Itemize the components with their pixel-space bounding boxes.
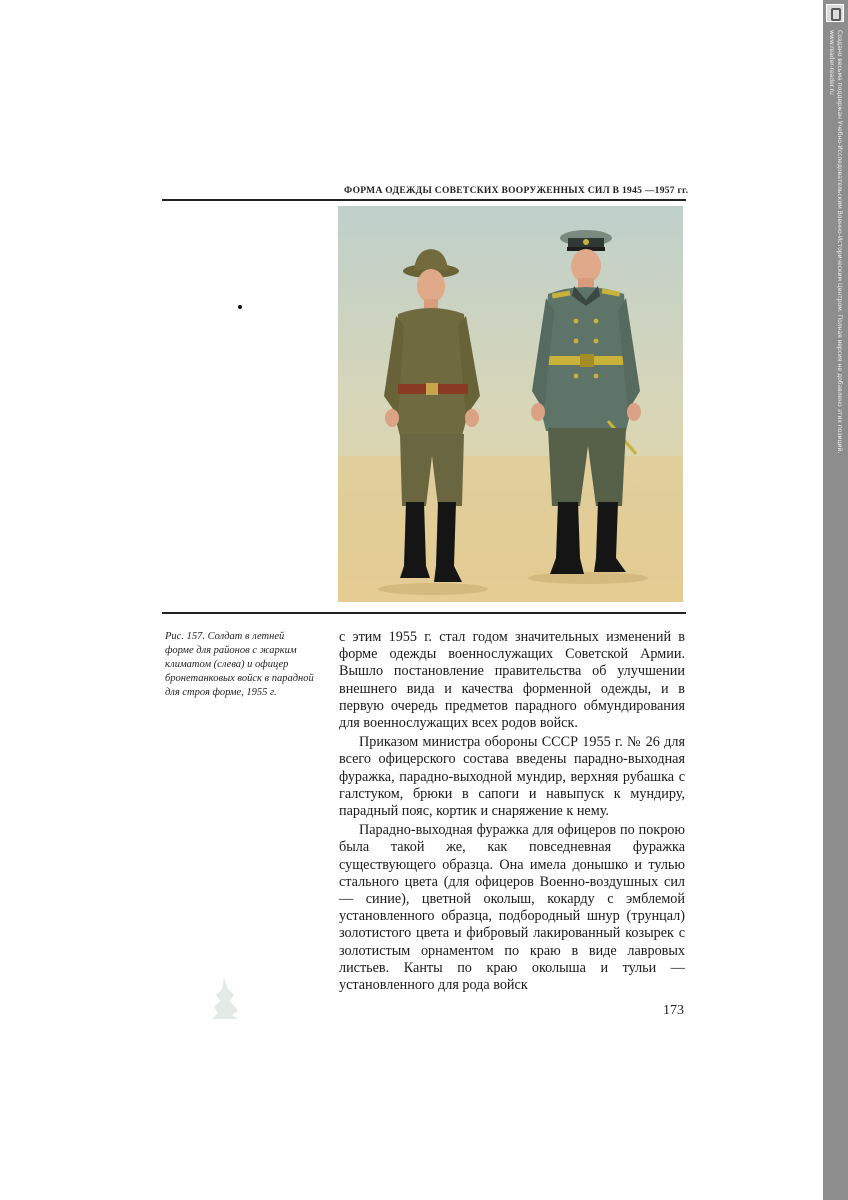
watermark-text: Создано весьма поддержан Учебно-Исследовательским Военно-Историческим Центром. Полная версия не добавлено этих позиций. www.reader-reader.ru — [828, 30, 843, 454]
uniform-illustration — [338, 206, 683, 602]
body-text — [339, 629, 685, 994]
paragraph: Приказом министра обороны СССР 1955 г. № 26 для всего офицерского состава введены парадно-выходная фуражка, парадно-выходной мундир, верхняя рубашка с галстуком, брюки в сапоги и навыпуск к мундиру, парадный пояс, кортик и снаряжение к нему. — [339, 734, 685, 820]
header-rule — [162, 199, 686, 201]
paragraph: с этим 1955 г. стал годом значительных изменений в форме одежды военнослужащих Советской Армии. Вышло постановление правительства об улучшении внешнего вида и качества форменной одежды, и в первую очередь предметов парадного обмундирования для военнослужащих всех родов войск. — [339, 629, 685, 732]
scan-speck — [238, 305, 242, 309]
figure-caption: Рис. 157. Солдат в летней форме для районов с жарким климатом (слева) и офицер бронетанковых войск в парадной для строя форме, 1955 г. — [165, 631, 314, 698]
page-number: 173 — [663, 1003, 684, 1018]
scan-smudge — [208, 975, 242, 1019]
paragraph: Парадно-выходная фуражка для офицеров по покрою была такой же, как повседневная фуражка существующего образца. Она имела донышко и тулью стального цвета (для офицеров Военно-воздушных сил — синие), цветной околыш, кокарду с эмблемой установленного образца, подбородный шнур (трунцал) золотистого цвета и фибровый лакированный козырек с золотистым орнаментом по краю в виде лавровых листьев. Канты по краю околыша и тульи — установленного для рода войск — [339, 822, 685, 994]
scan-margin-strip — [823, 0, 848, 1200]
library-logo-icon — [826, 4, 844, 22]
running-head: ФОРМА ОДЕЖДЫ СОВЕТСКИХ ВООРУЖЕННЫХ СИЛ В 1945 —1957 гг. — [344, 186, 689, 196]
figure-rule — [162, 612, 686, 614]
